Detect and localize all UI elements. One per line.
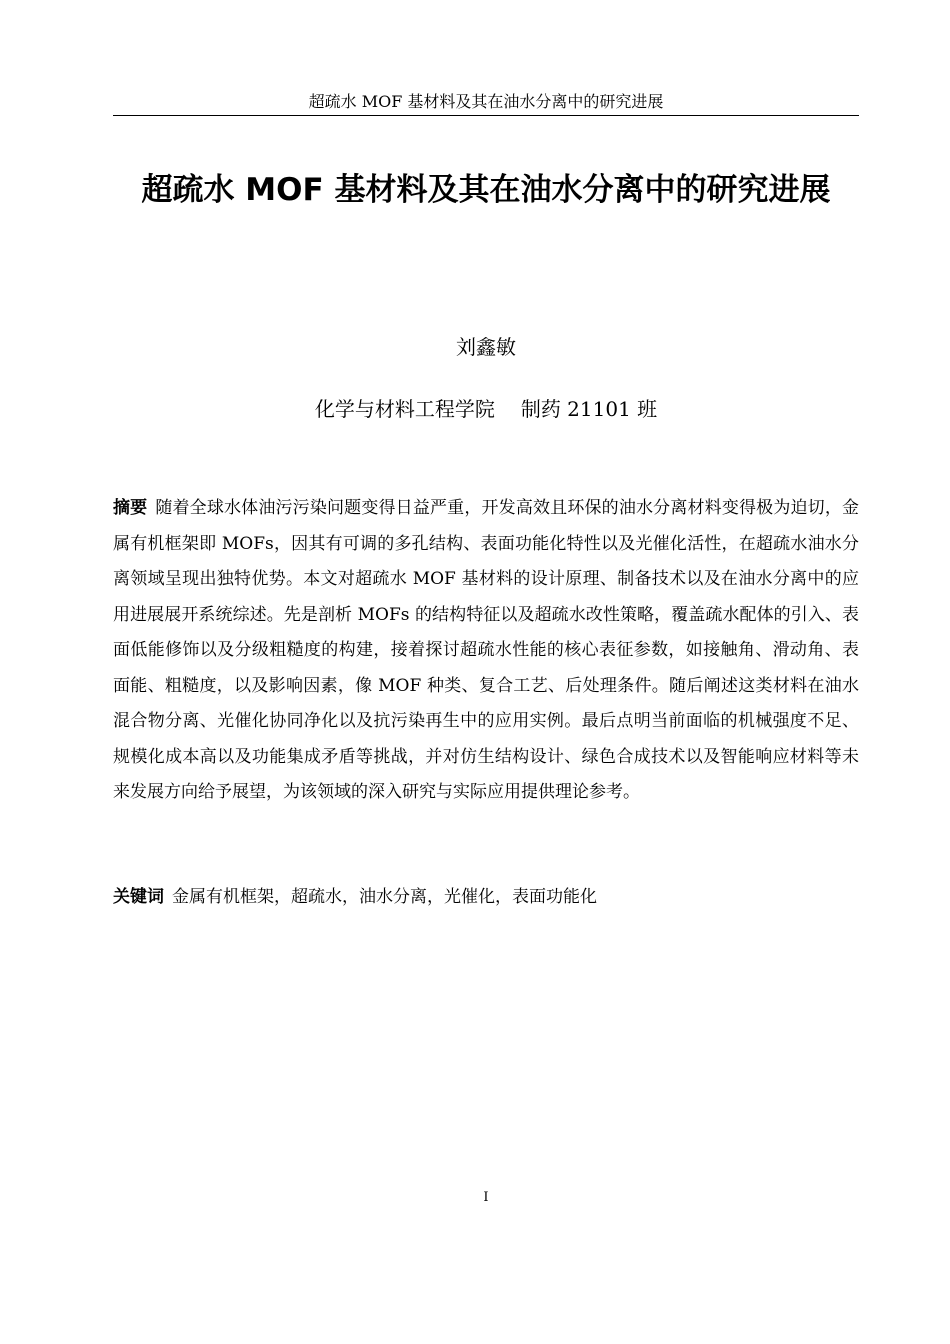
author-name: 刘鑫敏 [456,335,516,359]
affiliation [113,395,859,423]
abstract-text: 随着全球水体油污污染问题变得日益严重，开发高效且环保的油水分离材料变得极为迫切，金属有机框架即 MOFs，因其有可调的多孔结构、表面功能化特性以及光催化活性，在超疏水油水分离领域呈现出独特优势。本文对超疏水 MOF 基材料的设计原理、制备技术以及在油水分离中的应用进展展开系统综述。先是剖析 MOFs 的结构特征以及超疏水改性策略，覆盖疏水配体的引入、表面低能修饰以及分级粗糙度的构建，接着探讨超疏水性能的核心表征参数，如接触角、滑动角、表面能、粗糙度，以及影响因素，像 MOF 种类、复合工艺、后处理条件。随后阐述这类材料在油水混合物分离、光催化协同净化以及抗污染再生中的应用实例。最后点明当前面临的机械强度不足、规模化成本高以及功能集成矛盾等挑战，并对仿生结构设计、绿色合成技术以及智能响应材料等未来发展方向给予展望，为该领域的深入研究与实际应用提供理论参考。 [113,498,860,802]
abstract-label: 摘要 [113,498,148,518]
abstract [113,491,859,811]
affiliation-school: 化学与材料工程学院 [314,397,495,421]
keywords-label: 关键词 [113,887,164,907]
paper-title: 超疏水 MOF 基材料及其在油水分离中的研究进展 [141,172,831,208]
affiliation-class: 制药 21101 班 [520,397,658,421]
keywords [113,880,859,915]
keywords-text: 金属有机框架，超疏水，油水分离，光催化，表面功能化 [172,887,597,907]
page-number: I [483,1190,489,1205]
running-header: 超疏水 MOF 基材料及其在油水分离中的研究进展 [113,92,859,116]
